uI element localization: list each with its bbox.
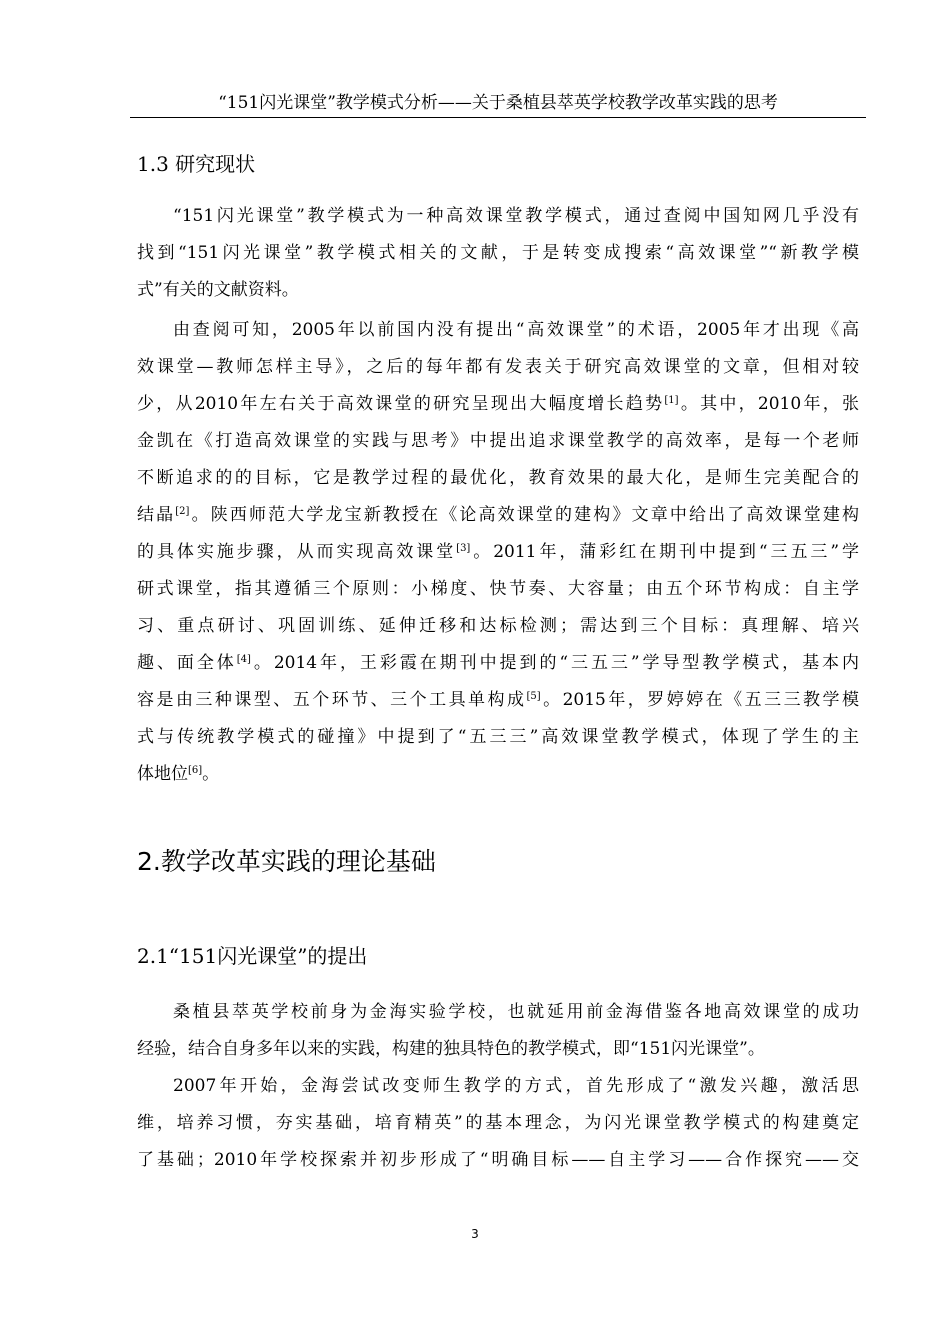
text-line: 2007年开始，金海尝试改变师生教学的方式，首先形成了“激发兴趣，激活思 xyxy=(173,1076,859,1096)
text-line: 维，培养习惯，夯实基础，培育精英”的基本理念，为闪光课堂教学模式的构建奠定 xyxy=(137,1113,859,1133)
paragraph-2-1-history xyxy=(137,1068,859,1179)
text-line xyxy=(137,682,859,719)
section-heading-1-3: 1.3 研究现状 xyxy=(137,152,256,176)
text-line: 经验，结合自身多年以来的实践，构建的独具特色的教学模式，即“151闪光课堂”。 xyxy=(137,1039,765,1059)
page-number: 3 xyxy=(471,1227,479,1241)
text-run: 的具体实施步骤，从而实现高效课堂 xyxy=(137,542,457,562)
text-line xyxy=(137,534,859,571)
text-line: 研式课堂，指其遵循三个原则：小梯度、快节奏、大容量；由五个环节构成：自主学 xyxy=(137,579,859,599)
citation-2: [2] xyxy=(175,506,190,517)
citation-6: [6] xyxy=(188,765,203,776)
running-header: “151闪光课堂”教学模式分析——关于桑植县萃英学校教学改革实践的思考 xyxy=(218,93,778,113)
text-run: 。2014年，王彩霞在期刊中提到的“三五三”学导型教学模式，基本内 xyxy=(250,653,859,673)
paragraph-1-3-intro xyxy=(137,198,859,309)
text-line: 习、重点研讨、巩固训练、延伸迁移和达标检测；需达到三个目标：真理解、培兴 xyxy=(137,616,859,636)
text-line xyxy=(137,645,859,682)
text-run: 体地位 xyxy=(137,764,188,784)
text-line: 由查阅可知，2005年以前国内没有提出“高效课堂”的术语，2005年才出现《高 xyxy=(173,320,859,340)
text-line: 不断追求的的目标，它是教学过程的最优化，教育效果的最大化，是师生完美配合的 xyxy=(137,468,859,488)
header-rule xyxy=(130,117,866,118)
text-run: 。其中，2010年，张 xyxy=(678,394,859,414)
text-line: “151闪光课堂”教学模式为一种高效课堂教学模式，通过查阅中国知网几乎没有 xyxy=(173,206,859,226)
text-line: 式”有关的文献资料。 xyxy=(137,280,299,300)
text-line xyxy=(137,386,859,423)
text-run: 少，从2010年左右关于高效课堂的研究呈现出大幅度增长趋势 xyxy=(137,394,665,414)
paragraph-1-3-review xyxy=(137,312,859,793)
text-run: 趣、面全体 xyxy=(137,653,237,673)
text-line: 找到“151闪光课堂”教学模式相关的文献，于是转变成搜索“高效课堂”“新教学模 xyxy=(137,243,859,263)
section-heading-2: 2.教学改革实践的理论基础 xyxy=(137,847,436,876)
text-run: 结晶 xyxy=(137,505,176,525)
text-line: 金凯在《打造高效课堂的实践与思考》中提出追求课堂教学的高效率，是每一个老师 xyxy=(137,431,859,451)
text-run: 。2015年，罗婷婷在《五三三教学模 xyxy=(540,690,860,710)
text-run: 。 xyxy=(202,764,220,784)
text-line: 了基础；2010年学校探索并初步形成了“明确目标——自主学习——合作探究——交 xyxy=(137,1150,859,1170)
citation-1: [1] xyxy=(664,395,679,406)
text-line xyxy=(137,756,859,793)
citation-5: [5] xyxy=(526,691,541,702)
text-run: 容是由三种课型、五个环节、三个工具单构成 xyxy=(137,690,527,710)
text-line: 桑植县萃英学校前身为金海实验学校，也就延用前金海借鉴各地高效课堂的成功 xyxy=(173,1002,859,1022)
citation-3: [3] xyxy=(456,543,471,554)
section-heading-2-1: 2.1“151闪光课堂”的提出 xyxy=(137,944,368,968)
citation-4: [4] xyxy=(236,654,251,665)
text-run: 。陕西师范大学龙宝新教授在《论高效课堂的建构》文章中给出了高效课堂建构 xyxy=(189,505,860,525)
text-line: 式与传统教学模式的碰撞》中提到了“五三三”高效课堂教学模式，体现了学生的主 xyxy=(137,727,859,747)
text-run: 。2011年，蒲彩红在期刊中提到“三五三”学 xyxy=(470,542,859,562)
text-line xyxy=(137,497,859,534)
text-line: 效课堂—教师怎样主导》，之后的每年都有发表关于研究高效课堂的文章，但相对较 xyxy=(137,357,859,377)
paragraph-2-1-origin xyxy=(137,994,859,1068)
